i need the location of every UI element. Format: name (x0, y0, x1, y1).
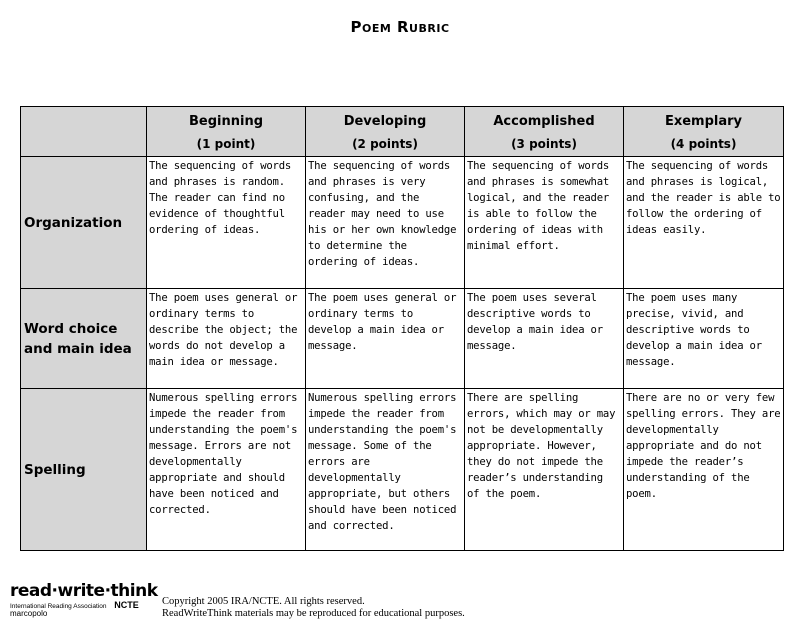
rubric-cell: The poem uses several descriptive words to develop a main idea or message. (465, 289, 624, 389)
readwritethink-logo (10, 582, 160, 618)
rubric-cell: The poem uses many precise, vivid, and descriptive words to develop a main idea or message. (624, 289, 784, 389)
column-label: Developing (306, 111, 464, 133)
rubric-cell: The sequencing of words and phrases is somewhat logical, and the reader is able to follow the ordering of ideas with minimal effort. (465, 157, 624, 289)
copyright-text: Copyright 2005 IRA/NCTE. All rights reserved. (162, 596, 465, 608)
marcopolo-logo-text: marcopolo (10, 609, 47, 618)
row-header-spelling: Spelling (21, 389, 147, 551)
column-label: Beginning (147, 111, 305, 133)
column-label: Accomplished (465, 111, 623, 133)
column-points: (2 points) (306, 133, 464, 155)
row-header-organization: Organization (21, 157, 147, 289)
rubric-cell: There are spelling errors, which may or may not be developmentally appropriate. However, they do not impede the reader’s understanding of the poem. (465, 389, 624, 551)
page-title: Poem Rubric (0, 18, 800, 36)
table-row (21, 289, 784, 389)
logo-partners (10, 602, 160, 618)
column-points: (3 points) (465, 133, 623, 155)
footer (10, 578, 790, 618)
rubric-cell: The sequencing of words and phrases is logical, and the reader is able to follow the ordering of ideas easily. (624, 157, 784, 289)
rubric-cell: The sequencing of words and phrases is very confusing, and the reader may need to use his or her own knowledge to determine the ordering of ideas. (306, 157, 465, 289)
rubric-cell: The poem uses general or ordinary terms to describe the object; the words do not develop a main idea or message. (147, 289, 306, 389)
reproduction-note: ReadWriteThink materials may be reproduced for educational purposes. (162, 608, 465, 619)
rubric-cell: The poem uses general or ordinary terms to develop a main idea or message. (306, 289, 465, 389)
logo-wordmark: read·write·think (10, 582, 160, 600)
copyright-notice (162, 596, 465, 619)
column-header-exemplary (624, 107, 784, 157)
rubric-cell: Numerous spelling errors impede the reader from understanding the poem's message. Some of the errors are developmentally appropriate, but others should have been noticed and corrected. (306, 389, 465, 551)
column-points: (1 point) (147, 133, 305, 155)
column-points: (4 points) (624, 133, 783, 155)
rubric-table (20, 106, 784, 551)
rubric-cell: Numerous spelling errors impede the reader from understanding the poem's message. Errors are not developmentally appropriate and should have been noticed and corrected. (147, 389, 306, 551)
ncte-logo-text: NCTE (114, 600, 139, 610)
column-header-developing (306, 107, 465, 157)
column-header-accomplished (465, 107, 624, 157)
rubric-cell: The sequencing of words and phrases is random. The reader can find no evidence of thoughtful ordering of ideas. (147, 157, 306, 289)
table-row (21, 389, 784, 551)
row-header-word-choice: Word choice and main idea (21, 289, 147, 389)
column-label: Exemplary (624, 111, 783, 133)
rubric-cell: There are no or very few spelling errors. They are developmentally appropriate and do not impede the reader’s understanding of the poem. (624, 389, 784, 551)
ira-logo-text: International Reading Association (10, 603, 106, 610)
table-row (21, 157, 784, 289)
header-row (21, 107, 784, 157)
column-header-beginning (147, 107, 306, 157)
corner-cell (21, 107, 147, 157)
